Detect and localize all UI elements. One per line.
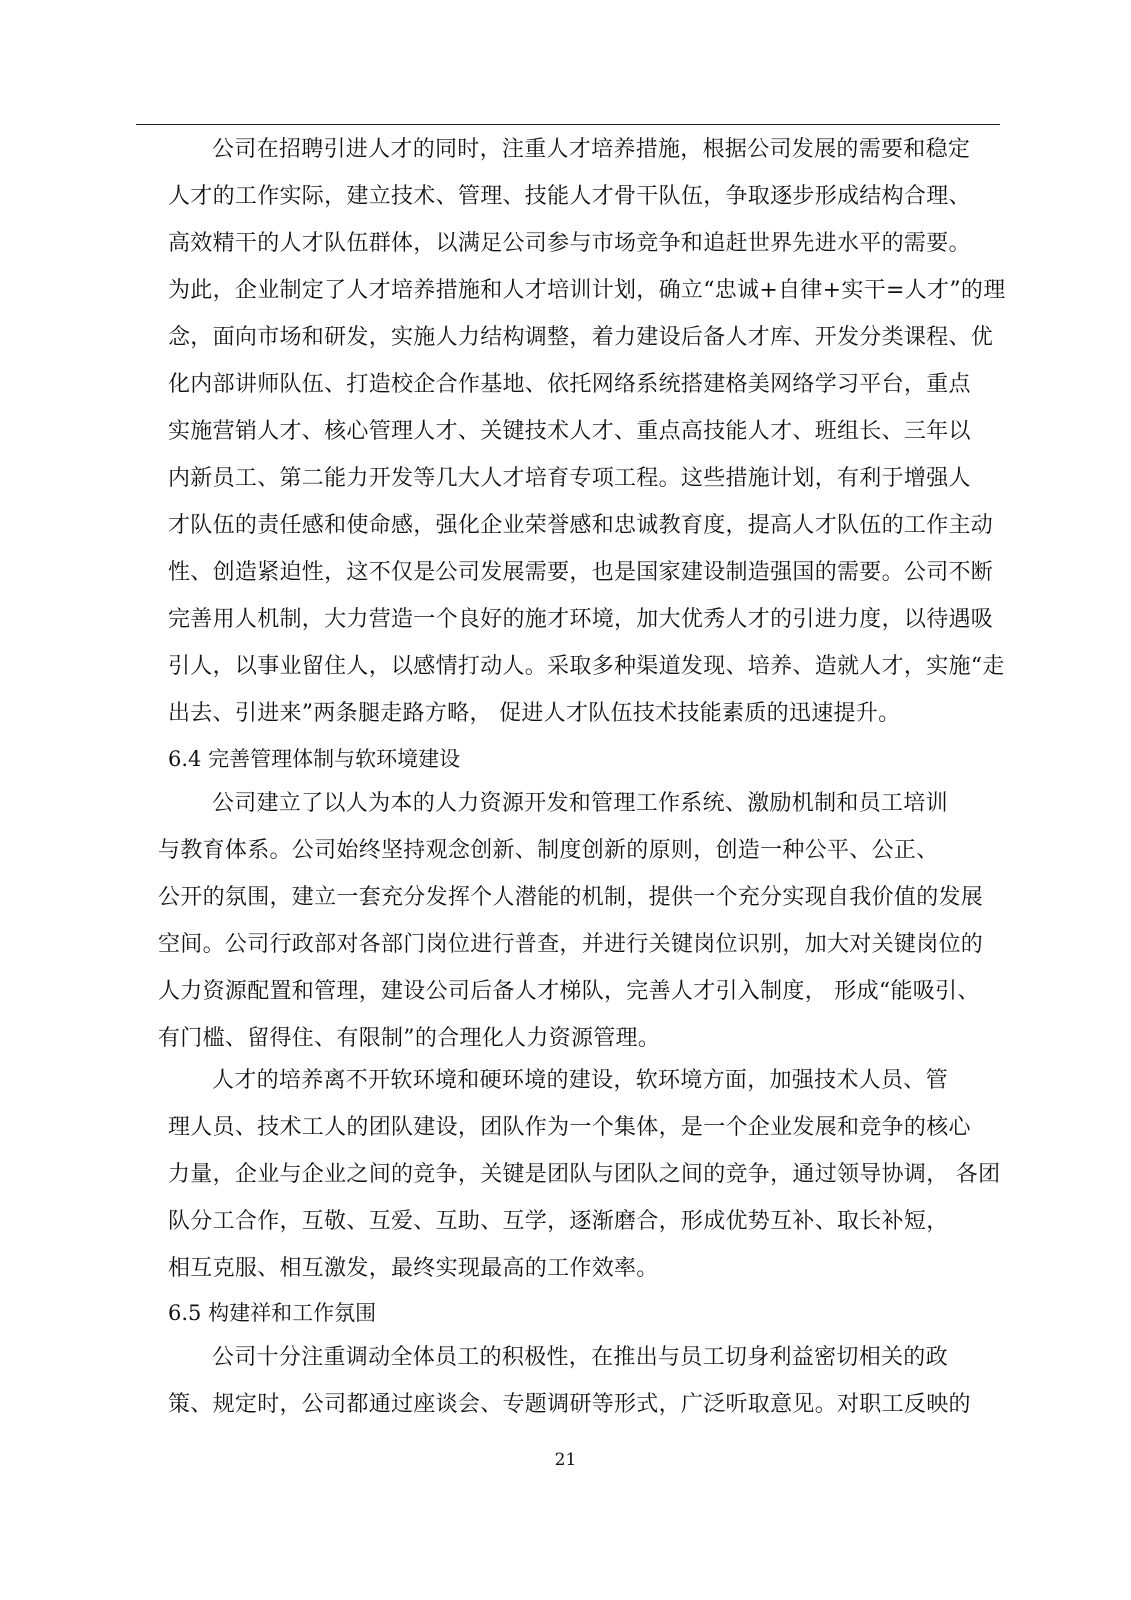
text-line: 实施营销人才、核心管理人才、关键技术人才、重点高技能人才、班组长、三年以: [168, 419, 971, 444]
text-line: 队分工合作，互敬、互爱、互助、互学，逐渐磨合，形成优势互补、取长补短，: [168, 1209, 949, 1234]
text-line: 策、规定时，公司都通过座谈会、专题调研等形式，广泛听取意见。对职工反映的: [168, 1392, 971, 1417]
text-line: 高效精干的人才队伍群体，以满足公司参与市场竞争和追赶世界先进水平的需要。: [168, 231, 971, 256]
text-line: 化内部讲师队伍、打造校企合作基地、依托网络系统搭建格美网络学习平台，重点: [168, 372, 971, 397]
paragraph-work-atmosphere: [168, 1334, 971, 1428]
paragraph-soft-environment: [168, 1057, 1000, 1292]
text-line: 念，面向市场和研发，实施人力结构调整，着力建设后备人才库、开发分类课程、优: [168, 325, 994, 350]
text-line: 公司建立了以人为本的人力资源开发和管理工作系统、激励机制和员工培训: [212, 791, 948, 816]
section-heading-6-4: 6.4 完善管理体制与软环境建设: [168, 747, 461, 771]
text-line: 为此，企业制定了人才培养措施和人才培训计划，确立“忠诚+自律+实干=人才”的理: [168, 278, 1006, 303]
text-line: 才队伍的责任感和使命感，强化企业荣誉感和忠诚教育度，提高人才队伍的工作主动: [168, 513, 994, 538]
text-line: 内新员工、第二能力开发等几大人才培育专项工程。这些措施计划，有利于增强人: [168, 466, 971, 491]
section-heading-6-5: 6.5 构建祥和工作氛围: [168, 1301, 377, 1325]
text-line: 引人，以事业留住人，以感情打动人。采取多种渠道发现、培养、造就人才，实施“走: [168, 654, 1005, 679]
text-line: 人力资源配置和管理，建设公司后备人才梯队，完善人才引入制度， 形成“能吸引、: [158, 979, 980, 1004]
text-line: 相互克服、相互激发，最终实现最高的工作效率。: [168, 1256, 659, 1281]
text-line: 公司十分注重调动全体员工的积极性，在推出与员工切身利益密切相关的政: [212, 1345, 948, 1370]
text-line: 完善用人机制，大力营造一个良好的施才环境，加大优秀人才的引进力度，以待遇吸: [168, 607, 994, 632]
text-line: 公开的氛围，建立一套充分发挥个人潜能的机制，提供一个充分实现自我价值的发展: [158, 885, 984, 910]
text-line: 性、创造紧迫性，这不仅是公司发展需要，也是国家建设制造强国的需要。公司不断: [168, 560, 994, 585]
text-line: 空间。公司行政部对各部门岗位进行普查，并进行关键岗位识别，加大对关键岗位的: [158, 932, 984, 957]
text-line: 力量，企业与企业之间的竞争，关键是团队与团队之间的竞争，通过领导协调， 各团: [168, 1162, 1001, 1187]
text-line: 理人员、技术工人的团队建设，团队作为一个集体，是一个企业发展和竞争的核心: [168, 1115, 971, 1140]
header-rule: [136, 124, 1000, 125]
text-line: 有门槛、留得住、有限制”的合理化人力资源管理。: [158, 1026, 661, 1051]
paragraph-hr-system: [158, 780, 983, 1062]
paragraph-talent-training: [168, 126, 1006, 737]
text-line: 人才的培养离不开软环境和硬环境的建设，软环境方面，加强技术人员、管: [212, 1068, 948, 1093]
text-line: 与教育体系。公司始终坚持观念创新、制度创新的原则，创造一种公平、公正、: [158, 838, 939, 863]
text-line: 公司在招聘引进人才的同时，注重人才培养措施，根据公司发展的需要和稳定: [212, 137, 971, 162]
text-line: 人才的工作实际，建立技术、管理、技能人才骨干队伍，争取逐步形成结构合理、: [168, 184, 971, 209]
page-number: 21: [554, 1450, 577, 1470]
text-line: 出去、引进来”两条腿走路方略， 促进人才队伍技术技能素质的迅速提升。: [168, 701, 901, 726]
